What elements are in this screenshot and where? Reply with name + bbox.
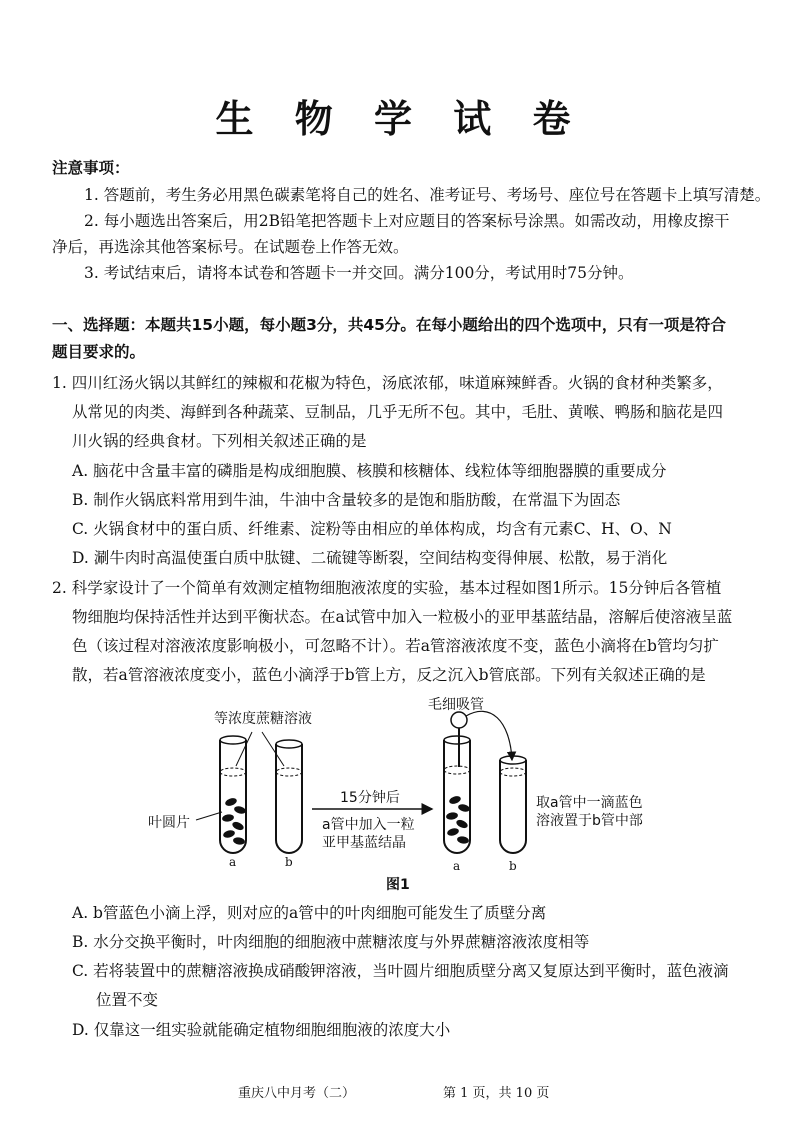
tube-b-left-level [276,768,302,776]
arrow-label-time: 15分钟后 [340,790,400,806]
tube-label-b-left: b [285,855,293,869]
tube-a-left-rim [220,736,246,744]
label-capillary: 毛细吸管 [428,697,484,713]
note-3: 3. 考试结束后，请将本试卷和答题卡一并交回。满分100分，考试用时75分钟。 [84,264,634,282]
label-leaf-disc: 叶圆片 [148,815,190,831]
q1-option-b: B. 制作火锅底料常用到牛油，牛油中含量较多的是饱和脂肪酸，在常温下为固态 [72,491,621,509]
section-heading-cont: 题目要求的。 [52,343,146,361]
note-2-cont: 净后，再选涂其他答案标号。在试题卷上作答无效。 [52,238,409,256]
tube-label-b-right: b [509,859,517,873]
figure-caption: 图1 [386,877,410,893]
q2-option-a: A. b管蓝色小滴上浮，则对应的a管中的叶肉细胞可能发生了质壁分离 [72,904,547,922]
q2-stem-3: 色（该过程对溶液浓度影响极小，可忽略不计）。若a管溶液浓度不变，蓝色小滴将在b管均匀扩 [72,637,719,655]
transfer-arrow [466,711,512,760]
capillary-bulb [451,712,467,728]
note-transfer-2: 溶液置于b管中部 [536,813,643,829]
tube-a-right-rim [444,736,470,744]
leaf-discs-right [445,795,470,845]
notes-heading: 注意事项： [52,159,130,177]
q1-option-d: D. 涮牛肉时高温使蛋白质中肽键、二硫键等断裂，空间结构变得伸展、松散，易于消化 [72,549,668,567]
q1-stem-3: 川火锅的经典食材。下列相关叙述正确的是 [72,432,367,450]
q1-stem-1: 1. 四川红汤火锅以其鲜红的辣椒和花椒为特色，汤底浓郁，味道麻辣鲜香。火锅的食材种类繁多， [52,374,723,392]
q2-stem-2: 物细胞均保持活性并达到平衡状态。在a试管中加入一粒极小的亚甲基蓝结晶，溶解后使溶液呈蓝 [72,608,733,626]
q2-stem-4: 散，若a管溶液浓度变小，蓝色小滴浮于b管上方，反之沉入b管底部。下列有关叙述正确的是 [72,666,706,684]
q2-option-d: D. 仅靠这一组实验就能确定植物细胞细胞液的浓度大小 [72,1021,451,1039]
pointer-solution-b [262,732,284,766]
tube-b-right-rim [500,756,526,764]
note-transfer-1: 取a管中一滴蓝色 [536,795,643,811]
q2-option-c-cont: 位置不变 [96,991,159,1009]
q1-stem-2: 从常见的肉类、海鲜到各种蔬菜、豆制品，几乎无所不包。其中，毛肚、黄喉、鸭肠和脑花是四 [72,403,724,421]
tube-b-left-rim [276,740,302,748]
section-heading: 一、选择题：本题共15小题，每小题3分，共45分。在每小题给出的四个选项中，只有一项是符合 [52,316,726,334]
footer-exam-name: 重庆八中月考（二） [238,1086,356,1101]
tube-a-right-level [444,766,470,774]
q1-option-c: C. 火锅食材中的蛋白质、纤维素、淀粉等由相应的单体构成，均含有元素C、H、O、N [72,520,672,538]
q2-option-c: C. 若将装置中的蔗糖溶液换成硝酸钾溶液，当叶圆片细胞质壁分离又复原达到平衡时，蓝色液滴 [72,962,729,980]
q2-stem-1: 2. 科学家设计了一个简单有效测定植物细胞液浓度的实验，基本过程如图1所示。15分钟后各管植 [52,579,722,597]
pointer-leaf [196,812,222,820]
note-1: 1. 答题前，考生务必用黑色碳素笔将自己的姓名、准考证号、考场号、座位号在答题卡上填写清楚。 [84,186,771,204]
tube-label-a-left: a [229,855,237,869]
q1-option-a: A. 脑花中含量丰富的磷脂是构成细胞膜、核膜和核糖体、线粒体等细胞器膜的重要成分 [72,462,667,480]
label-sucrose-solution: 等浓度蔗糖溶液 [214,711,312,727]
q2-option-b: B. 水分交换平衡时，叶肉细胞的细胞液中蔗糖浓度与外界蔗糖溶液浓度相等 [72,933,590,951]
tube-label-a-right: a [453,859,461,873]
tube-a-left-level [220,768,246,776]
page-title: 生 物 学 试 卷 [215,97,585,141]
tube-b-right-level [500,768,526,776]
leaf-discs-left [221,797,246,846]
note-2: 2. 每小题选出答案后，用2B铅笔把答题卡上对应题目的答案标号涂黑。如需改动，用橡皮擦干 [84,212,730,230]
tube-b-right [500,760,526,853]
arrow-label-add-1: a管中加入一粒 [322,817,415,833]
arrow-label-add-2: 亚甲基蓝结晶 [322,835,406,851]
footer-page-number: 第 1 页，共 10 页 [443,1086,550,1101]
